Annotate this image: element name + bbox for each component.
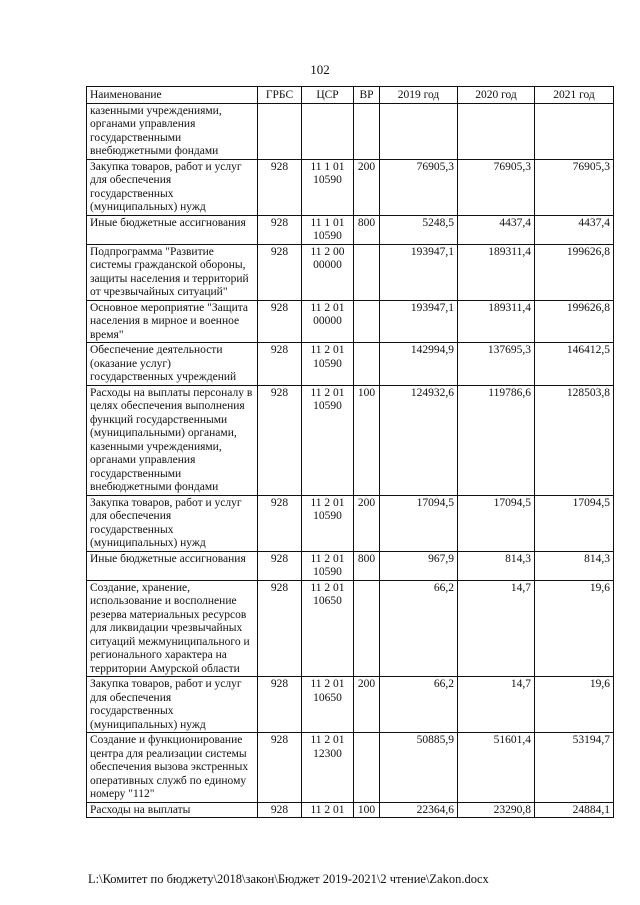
budget-table [86, 86, 614, 818]
cell-vr: 200 [354, 495, 380, 551]
cell-grbs [258, 103, 302, 159]
cell-2020: 51601,4 [458, 733, 535, 803]
cell-2021: 146412,5 [535, 343, 614, 386]
page-number: 102 [310, 62, 330, 77]
cell-2021: 4437,4 [535, 215, 614, 244]
cell-2020: 119786,6 [458, 385, 535, 495]
cell-grbs: 928 [258, 802, 302, 818]
cell-name: Иные бюджетные ассигнования [87, 215, 258, 244]
cell-vr [354, 300, 380, 343]
cell-name: Закупка товаров, работ и услуг для обеспечения государственных (муниципальных) нужд [87, 495, 258, 551]
cell-csr: 11 2 01 10590 [302, 495, 354, 551]
cell-name: Расходы на выплаты персоналу в целях обеспечения выполнения функций государственными (муниципальными) органами, казенными учреждениями, органами управления государственными внебюджетными фондами [87, 385, 258, 495]
cell-2020 [458, 103, 535, 159]
cell-2021: 199626,8 [535, 300, 614, 343]
cell-name: Обеспечение деятельности (оказание услуг) государственных учреждений [87, 343, 258, 386]
cell-csr: 11 2 01 00000 [302, 300, 354, 343]
cell-vr [354, 103, 380, 159]
cell-vr [354, 733, 380, 803]
cell-grbs: 928 [258, 300, 302, 343]
cell-csr: 11 2 01 10590 [302, 343, 354, 386]
cell-2019: 193947,1 [380, 244, 458, 300]
cell-vr: 200 [354, 159, 380, 215]
cell-2019: 66,2 [380, 580, 458, 677]
header-vr: ВР [354, 87, 380, 104]
file-path-footer: L:\Комитет по бюджету\2018\закон\Бюджет 2019-2021\2 чтение\Zakon.docx [88, 872, 489, 886]
cell-2021: 199626,8 [535, 244, 614, 300]
cell-csr: 11 2 01 10590 [302, 551, 354, 580]
table-header-row [87, 87, 614, 104]
cell-2021: 128503,8 [535, 385, 614, 495]
cell-2020: 137695,3 [458, 343, 535, 386]
cell-2021: 24884,1 [535, 802, 614, 818]
cell-grbs: 928 [258, 580, 302, 677]
cell-2021: 76905,3 [535, 159, 614, 215]
cell-vr [354, 343, 380, 386]
table-row [87, 551, 614, 580]
table-row [87, 159, 614, 215]
header-grbs: ГРБС [258, 87, 302, 104]
cell-grbs: 928 [258, 677, 302, 733]
cell-2019: 124932,6 [380, 385, 458, 495]
cell-csr: 11 1 01 10590 [302, 159, 354, 215]
cell-vr: 100 [354, 385, 380, 495]
cell-csr: 11 2 00 00000 [302, 244, 354, 300]
cell-2021: 53194,7 [535, 733, 614, 803]
table-row [87, 215, 614, 244]
table-row [87, 677, 614, 733]
cell-name: Закупка товаров, работ и услуг для обеспечения государственных (муниципальных) нужд [87, 677, 258, 733]
cell-vr: 200 [354, 677, 380, 733]
cell-name: Иные бюджетные ассигнования [87, 551, 258, 580]
cell-2020: 189311,4 [458, 300, 535, 343]
header-2019: 2019 год [380, 87, 458, 104]
cell-2019 [380, 103, 458, 159]
table-row [87, 244, 614, 300]
cell-csr [302, 103, 354, 159]
cell-2021 [535, 103, 614, 159]
cell-grbs: 928 [258, 551, 302, 580]
table-row [87, 580, 614, 677]
cell-2019: 22364,6 [380, 802, 458, 818]
cell-csr: 11 2 01 10650 [302, 580, 354, 677]
cell-name: Создание, хранение, использование и восполнение резерва материальных ресурсов для ликвидации чрезвычайных ситуаций межмуниципального и регионального характера на территории Амурской области [87, 580, 258, 677]
cell-2021: 17094,5 [535, 495, 614, 551]
header-name: Наименование [87, 87, 258, 104]
cell-grbs: 928 [258, 215, 302, 244]
header-csr: ЦСР [302, 87, 354, 104]
cell-grbs: 928 [258, 733, 302, 803]
cell-2019: 193947,1 [380, 300, 458, 343]
cell-2020: 4437,4 [458, 215, 535, 244]
cell-grbs: 928 [258, 159, 302, 215]
cell-vr: 800 [354, 215, 380, 244]
cell-2019: 50885,9 [380, 733, 458, 803]
cell-2020: 23290,8 [458, 802, 535, 818]
cell-2019: 5248,5 [380, 215, 458, 244]
table-row [87, 733, 614, 803]
cell-2020: 189311,4 [458, 244, 535, 300]
cell-2020: 14,7 [458, 677, 535, 733]
cell-grbs: 928 [258, 495, 302, 551]
cell-2019: 66,2 [380, 677, 458, 733]
cell-name: Расходы на выплаты [87, 802, 258, 818]
cell-grbs: 928 [258, 343, 302, 386]
table-row [87, 495, 614, 551]
cell-2020: 76905,3 [458, 159, 535, 215]
cell-grbs: 928 [258, 244, 302, 300]
header-2021: 2021 год [535, 87, 614, 104]
cell-2020: 14,7 [458, 580, 535, 677]
table-row [87, 385, 614, 495]
cell-2019: 17094,5 [380, 495, 458, 551]
cell-vr: 800 [354, 551, 380, 580]
cell-vr [354, 580, 380, 677]
cell-2021: 814,3 [535, 551, 614, 580]
cell-csr: 11 2 01 [302, 802, 354, 818]
cell-2019: 142994,9 [380, 343, 458, 386]
cell-name: Закупка товаров, работ и услуг для обеспечения государственных (муниципальных) нужд [87, 159, 258, 215]
cell-2019: 967,9 [380, 551, 458, 580]
table-row [87, 343, 614, 386]
cell-csr: 11 2 01 12300 [302, 733, 354, 803]
table-row [87, 300, 614, 343]
table-row [87, 103, 614, 159]
cell-2021: 19,6 [535, 580, 614, 677]
cell-2021: 19,6 [535, 677, 614, 733]
cell-2019: 76905,3 [380, 159, 458, 215]
header-2020: 2020 год [458, 87, 535, 104]
cell-grbs: 928 [258, 385, 302, 495]
cell-vr: 100 [354, 802, 380, 818]
cell-2020: 814,3 [458, 551, 535, 580]
cell-name: Основное мероприятие "Защита населения в мирное и военное время" [87, 300, 258, 343]
cell-name: казенными учреждениями, органами управления государственными внебюджетными фондами [87, 103, 258, 159]
cell-csr: 11 2 01 10650 [302, 677, 354, 733]
cell-csr: 11 2 01 10590 [302, 385, 354, 495]
cell-csr: 11 1 01 10590 [302, 215, 354, 244]
cell-2020: 17094,5 [458, 495, 535, 551]
cell-name: Создание и функционирование центра для реализации системы обеспечения вызова экстренных оперативных служб по единому номеру "112" [87, 733, 258, 803]
table-row [87, 802, 614, 818]
cell-name: Подпрограмма "Развитие системы гражданской обороны, защиты населения и территорий от чрезвычайных ситуаций" [87, 244, 258, 300]
cell-vr [354, 244, 380, 300]
